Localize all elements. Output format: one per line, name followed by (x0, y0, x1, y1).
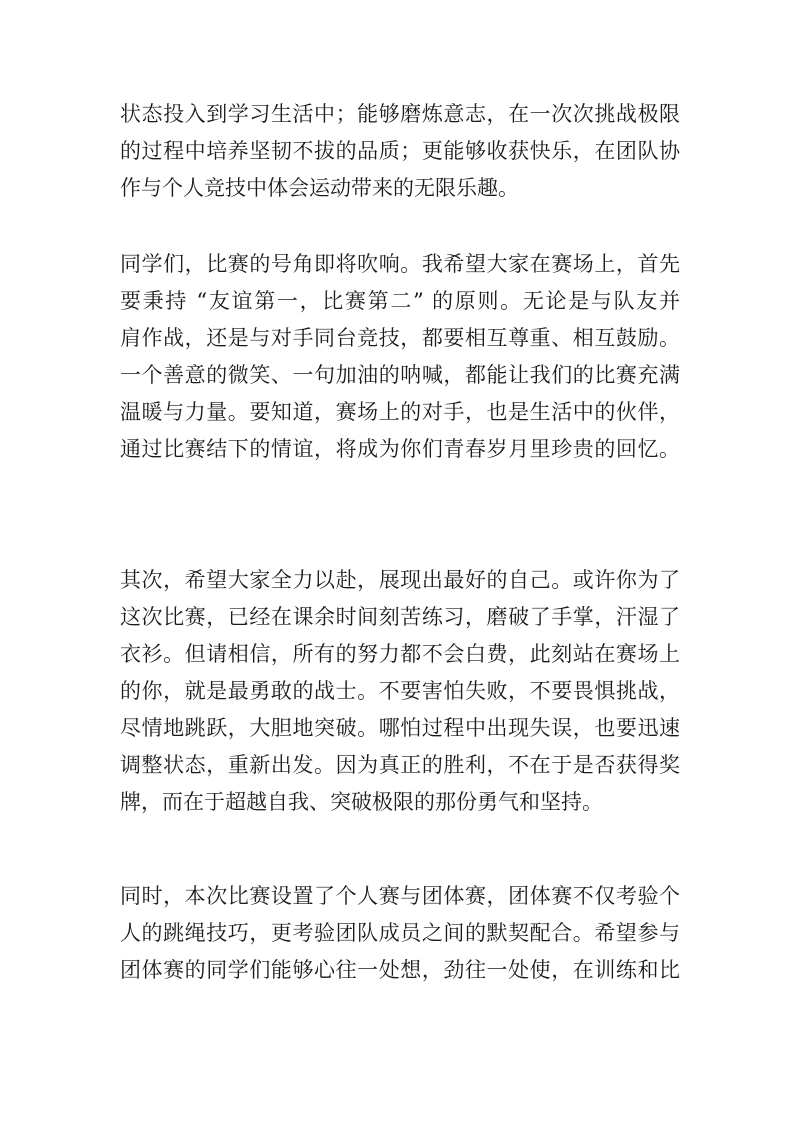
text-line: 这次比赛，已经在课余时间刻苦练习，磨破了手掌，汗湿了 (120, 605, 680, 629)
text-line: 团体赛的同学们能够心往一处想，劲往一处使，在训练和比 (120, 958, 680, 982)
text-line: 温暖与力量。要知道，赛场上的对手，也是生活中的伙伴， (120, 400, 680, 424)
text-line: 衣衫。但请相信，所有的努力都不会白费，此刻站在赛场上 (120, 642, 680, 666)
paragraph-2 (120, 246, 680, 468)
text-line: 同时，本次比赛设置了个人赛与团体赛，团体赛不仅考验个 (120, 884, 680, 908)
text-line: 同学们，比赛的号角即将吹响。我希望大家在赛场上，首先 (120, 252, 680, 276)
paragraph-3 (120, 562, 680, 821)
text-line: 要秉持 “友谊第一，比赛第二” 的原则。无论是与队友并 (120, 289, 680, 313)
text-line: 的你，就是最勇敢的战士。不要害怕失败，不要畏惧挑战， (120, 679, 680, 703)
text-line: 调整状态，重新出发。因为真正的胜利，不在于是否获得奖 (120, 753, 680, 777)
text-line: 其次，希望大家全力以赴，展现出最好的自己。或许你为了 (120, 568, 680, 592)
text-line: 肩作战，还是与对手同台竞技，都要相互尊重、相互鼓励。 (120, 326, 680, 350)
paragraph-1 (120, 96, 680, 207)
text-line: 状态投入到学习生活中；能够磨炼意志，在一次次挑战极限 (120, 102, 680, 126)
text-line: 作与个人竞技中体会运动带来的无限乐趣。 (120, 176, 519, 200)
text-line: 牌，而在于超越自我、突破极限的那份勇气和坚持。 (120, 790, 603, 814)
text-line: 通过比赛结下的情谊，将成为你们青春岁月里珍贵的回忆。 (120, 437, 680, 461)
text-line: 尽情地跳跃，大胆地突破。哪怕过程中出现失误，也要迅速 (120, 716, 680, 740)
text-line: 一个善意的微笑、一句加油的呐喊，都能让我们的比赛充满 (120, 363, 680, 387)
paragraph-4 (120, 878, 680, 989)
text-line: 人的跳绳技巧，更考验团队成员之间的默契配合。希望参与 (120, 921, 680, 945)
text-line: 的过程中培养坚韧不拔的品质；更能够收获快乐，在团队协 (120, 139, 680, 163)
